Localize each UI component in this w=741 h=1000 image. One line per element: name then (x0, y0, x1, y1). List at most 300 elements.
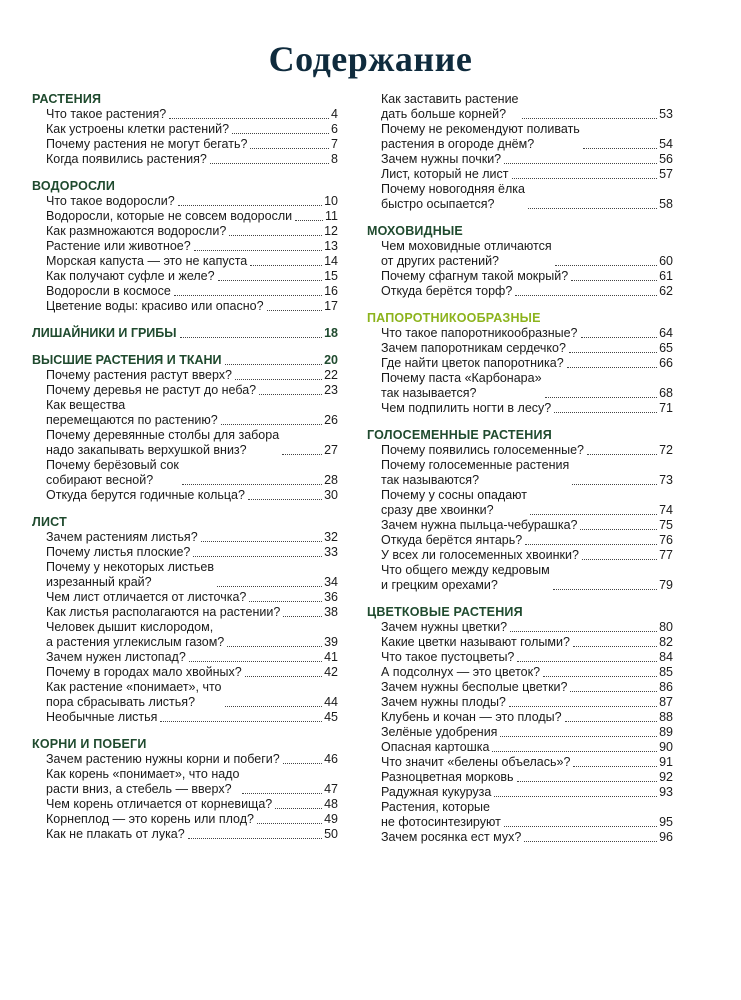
page-number: 77 (659, 548, 673, 562)
dot-leader (178, 205, 322, 206)
entry-title: Растения, которые не фотосинтезируют (381, 800, 501, 829)
dot-leader (189, 661, 322, 662)
toc-entry[interactable] (367, 92, 673, 122)
page-number: 11 (325, 209, 338, 223)
dot-leader (225, 364, 323, 365)
entry-title: Водоросли в космосе (46, 284, 171, 298)
page-number: 27 (324, 443, 338, 457)
dot-leader (232, 133, 329, 134)
page-number: 23 (324, 383, 338, 397)
section-gap (367, 212, 673, 224)
page-number: 66 (659, 356, 673, 370)
entry-title: Почему новогодняя ёлка быстро осыпается? (381, 182, 526, 211)
page-number: 61 (659, 269, 673, 283)
page-number: 34 (324, 575, 338, 589)
dot-leader (229, 235, 322, 236)
entry-title: Почему паста «Карбонара» так называется? (381, 371, 542, 400)
toc-entry[interactable] (32, 428, 338, 458)
toc-entry[interactable] (32, 665, 338, 680)
section-heading-entry[interactable] (32, 326, 338, 341)
toc-entry[interactable] (32, 107, 338, 122)
dot-leader (169, 118, 329, 119)
dot-leader (573, 766, 657, 767)
toc-entry[interactable] (32, 209, 338, 224)
entry-title: Радужная кукуруза (381, 785, 492, 799)
page-number: 84 (659, 650, 673, 664)
page-number: 30 (324, 488, 338, 502)
page-number: 38 (324, 605, 338, 619)
entry-title: Растение или животное? (46, 239, 191, 253)
section-title: ПАПОРОТНИКООБРАЗНЫЕ (367, 311, 541, 325)
toc-entry[interactable] (367, 830, 673, 845)
entry-title: Как листья располагаются на растении? (46, 605, 281, 619)
toc-entry[interactable] (367, 710, 673, 725)
toc-section (32, 737, 338, 842)
entry-title: Клубень и кочан — это плоды? (381, 710, 562, 724)
entry-title: Откуда берётся торф? (381, 284, 513, 298)
entry-title: Почему листья плоские? (46, 545, 191, 559)
entry-title: Как не плакать от лука? (46, 827, 185, 841)
dot-leader (160, 721, 322, 722)
toc-entry[interactable] (32, 284, 338, 299)
dot-leader (504, 826, 657, 827)
dot-leader (250, 265, 322, 266)
section-heading-entry[interactable] (32, 353, 338, 368)
dot-leader (282, 454, 322, 455)
section-gap (32, 167, 338, 179)
toc-section (367, 311, 673, 416)
toc-entry[interactable] (367, 401, 673, 416)
page-number: 50 (324, 827, 338, 841)
dot-leader (543, 676, 657, 677)
entry-title: Как заставить растение дать больше корней? (381, 92, 519, 121)
dot-leader (194, 250, 322, 251)
page-number: 74 (659, 503, 673, 517)
entry-title: Почему сфагнум такой мокрый? (381, 269, 569, 283)
entry-title: Откуда берутся годичные кольца? (46, 488, 245, 502)
page-number: 20 (324, 353, 338, 367)
entry-title: Чем подпилить ногти в лесу? (381, 401, 552, 415)
entry-title: Чем моховидные отличаются от других растений? (381, 239, 552, 268)
toc-entry[interactable] (367, 152, 673, 167)
toc-entry[interactable] (32, 152, 338, 167)
entry-title: Почему деревья не растут до неба? (46, 383, 257, 397)
toc-entry[interactable] (32, 767, 338, 797)
entry-title: Чем лист отличается от листочка? (46, 590, 247, 604)
toc-entry[interactable] (32, 239, 338, 254)
dot-leader (569, 352, 657, 353)
dot-leader (217, 586, 322, 587)
entry-title: Зачем нужны почки? (381, 152, 502, 166)
entry-title: Как устроены клетки растений? (46, 122, 230, 136)
entry-title: Где найти цветок папоротника? (381, 356, 564, 370)
dot-leader (218, 280, 323, 281)
dot-leader (283, 616, 322, 617)
page-number: 64 (659, 326, 673, 340)
toc-entry[interactable] (32, 269, 338, 284)
entry-title: Как растение «понимает», что пора сбрасывать листья? (46, 680, 222, 709)
toc-entry[interactable] (32, 224, 338, 239)
toc-entry[interactable] (32, 368, 338, 383)
section-title: РАСТЕНИЯ (32, 92, 102, 106)
page-number: 44 (324, 695, 338, 709)
entry-title: Почему у сосны опадают сразу две хвоинки? (381, 488, 528, 517)
entry-title: Почему у некоторых листьев изрезанный край? (46, 560, 214, 589)
toc-section (32, 515, 338, 725)
dot-leader (528, 208, 657, 209)
page-number: 16 (324, 284, 338, 298)
dot-leader (553, 589, 657, 590)
dot-leader (517, 661, 657, 662)
dot-leader (174, 295, 322, 296)
page-number: 95 (659, 815, 673, 829)
page-number: 15 (324, 269, 338, 283)
toc-entry[interactable] (367, 182, 673, 212)
toc-entry[interactable] (32, 122, 338, 137)
page-number: 62 (659, 284, 673, 298)
section-gap (32, 503, 338, 515)
dot-leader (275, 808, 322, 809)
page-number: 91 (659, 755, 673, 769)
entry-title: Зачем растению нужны корни и побеги? (46, 752, 280, 766)
dot-leader (259, 394, 322, 395)
page-number: 96 (659, 830, 673, 844)
toc-column-left (32, 92, 338, 842)
page-number: 10 (324, 194, 338, 208)
section-gap (32, 341, 338, 353)
entry-title: Зачем растениям листья? (46, 530, 198, 544)
section-title: ГОЛОСЕМЕННЫЕ РАСТЕНИЯ (367, 428, 552, 442)
page-number: 89 (659, 725, 673, 739)
toc-entry[interactable] (32, 620, 338, 650)
toc-entry[interactable] (367, 755, 673, 770)
page-number: 79 (659, 578, 673, 592)
toc-entry[interactable] (367, 680, 673, 695)
toc-entry[interactable] (32, 560, 338, 590)
entry-title: Почему растения не могут бегать? (46, 137, 248, 151)
section-title: ВОДОРОСЛИ (32, 179, 116, 193)
toc-entry[interactable] (367, 695, 673, 710)
page-number: 49 (324, 812, 338, 826)
entry-title: Разноцветная морковь (381, 770, 514, 784)
dot-leader (515, 295, 657, 296)
page-number: 39 (324, 635, 338, 649)
entry-title: Необычные листья (46, 710, 158, 724)
page-number: 72 (659, 443, 673, 457)
toc-entry[interactable] (32, 194, 338, 209)
page-number: 47 (324, 782, 338, 796)
toc-entry[interactable] (367, 518, 673, 533)
toc-entry[interactable] (367, 341, 673, 356)
entry-title: Что такое водоросли? (46, 194, 175, 208)
entry-title: Что такое пустоцветы? (381, 650, 515, 664)
toc-section (367, 224, 673, 299)
toc-section (367, 605, 673, 845)
entry-title: Зачем нужны плоды? (381, 695, 506, 709)
toc-entry[interactable] (32, 827, 338, 842)
toc-entry[interactable] (32, 545, 338, 560)
page-number: 54 (659, 137, 673, 151)
dot-leader (180, 337, 323, 338)
entry-title: Цветение воды: красиво или опасно? (46, 299, 264, 313)
page-number: 53 (659, 107, 673, 121)
page-number: 22 (324, 368, 338, 382)
toc-entry[interactable] (367, 548, 673, 563)
dot-leader (525, 544, 657, 545)
toc-entry[interactable] (367, 620, 673, 635)
dot-leader (267, 310, 323, 311)
entry-title: Как корень «понимает», что надо расти вниз, а стебель — вверх? (46, 767, 240, 796)
page-number: 28 (324, 473, 338, 487)
page-number: 90 (659, 740, 673, 754)
entry-title: Зачем нужны бесполые цветки? (381, 680, 568, 694)
page-number: 32 (324, 530, 338, 544)
toc-entry[interactable] (367, 785, 673, 800)
page-number: 71 (659, 401, 673, 415)
toc-entry[interactable] (32, 254, 338, 269)
dot-leader (571, 280, 657, 281)
entry-title: Почему в городах мало хвойных? (46, 665, 242, 679)
toc-entry[interactable] (367, 563, 673, 593)
dot-leader (517, 781, 658, 782)
page-number: 48 (324, 797, 338, 811)
dot-leader (581, 337, 658, 338)
entry-title: Корнеплод — это корень или плод? (46, 812, 254, 826)
toc-entry[interactable] (367, 284, 673, 299)
page-number: 65 (659, 341, 673, 355)
toc-entry[interactable] (32, 530, 338, 545)
page-number: 42 (324, 665, 338, 679)
entry-title: Почему берёзовый сок собирают весной? (46, 458, 179, 487)
dot-leader (182, 484, 322, 485)
page-number: 36 (324, 590, 338, 604)
section-gap (32, 725, 338, 737)
toc-entry[interactable] (367, 122, 673, 152)
toc-entry[interactable] (367, 800, 673, 830)
entry-title: Как вещества перемещаются по растению? (46, 398, 218, 427)
section-gap (367, 416, 673, 428)
dot-leader (545, 397, 658, 398)
page-number: 58 (659, 197, 673, 211)
toc-entry[interactable] (367, 269, 673, 284)
toc-section (32, 326, 338, 341)
toc-section (367, 92, 673, 212)
page-number: 73 (659, 473, 673, 487)
toc-entry[interactable] (32, 398, 338, 428)
page-number: 57 (659, 167, 673, 181)
page-number: 12 (324, 224, 338, 238)
toc-entry[interactable] (367, 239, 673, 269)
entry-title: Чем корень отличается от корневища? (46, 797, 273, 811)
dot-leader (193, 556, 322, 557)
entry-title: Почему деревянные столбы для забора надо закапывать верхушкой вниз? (46, 428, 280, 457)
page-number: 86 (659, 680, 673, 694)
entry-title: У всех ли голосеменных хвоинки? (381, 548, 579, 562)
entry-title: Что значит «белены объелась»? (381, 755, 571, 769)
page-number: 13 (324, 239, 338, 253)
toc-entry[interactable] (367, 458, 673, 488)
dot-leader (221, 424, 322, 425)
entry-title: Что такое растения? (46, 107, 167, 121)
page-number: 4 (331, 107, 338, 121)
page-number: 56 (659, 152, 673, 166)
toc-entry[interactable] (367, 725, 673, 740)
section-title: ЛИСТ (32, 515, 67, 529)
dot-leader (565, 721, 657, 722)
dot-leader (225, 706, 323, 707)
dot-leader (295, 220, 323, 221)
section-gap (32, 314, 338, 326)
toc-entry[interactable] (32, 488, 338, 503)
dot-leader (512, 178, 658, 179)
dot-leader (210, 163, 329, 164)
toc-entry[interactable] (367, 665, 673, 680)
section-gap (367, 593, 673, 605)
section-title: ЦВЕТКОВЫЕ РАСТЕНИЯ (367, 605, 523, 619)
dot-leader (235, 379, 322, 380)
dot-leader (573, 646, 657, 647)
entry-title: Зачем нужен листопад? (46, 650, 186, 664)
section-title: ВЫСШИЕ РАСТЕНИЯ И ТКАНИ (32, 353, 222, 367)
toc-entry[interactable] (367, 740, 673, 755)
toc-entry[interactable] (367, 533, 673, 548)
entry-title: Морская капуста — это не капуста (46, 254, 248, 268)
toc-entry[interactable] (32, 650, 338, 665)
page-number: 92 (659, 770, 673, 784)
dot-leader (522, 118, 658, 119)
dot-leader (570, 691, 657, 692)
dot-leader (530, 514, 657, 515)
dot-leader (582, 559, 657, 560)
entry-title: Почему голосеменные растения так называются? (381, 458, 570, 487)
toc-entry[interactable] (32, 812, 338, 827)
page-number: 60 (659, 254, 673, 268)
entry-title: Что общего между кедровым и грецким орехами? (381, 563, 550, 592)
dot-leader (567, 367, 657, 368)
page-number: 93 (659, 785, 673, 799)
toc-entry[interactable] (32, 797, 338, 812)
entry-title: Опасная картошка (381, 740, 490, 754)
page-number: 68 (659, 386, 673, 400)
toc-entry[interactable] (32, 680, 338, 710)
page-number: 88 (659, 710, 673, 724)
dot-leader (242, 793, 322, 794)
entry-title: Когда появились растения? (46, 152, 207, 166)
entry-title: Почему растения растут вверх? (46, 368, 232, 382)
dot-leader (583, 148, 657, 149)
toc-entry[interactable] (32, 137, 338, 152)
entry-title: Лист, который не лист (381, 167, 509, 181)
dot-leader (509, 706, 657, 707)
toc-column-right (367, 92, 673, 845)
page-number: 85 (659, 665, 673, 679)
toc-entry[interactable] (32, 752, 338, 767)
page-number: 76 (659, 533, 673, 547)
section-title: КОРНИ И ПОБЕГИ (32, 737, 147, 751)
page-number: 41 (324, 650, 338, 664)
dot-leader (283, 763, 322, 764)
entry-title: Как получают суфле и желе? (46, 269, 215, 283)
dot-leader (257, 823, 322, 824)
page-number: 45 (324, 710, 338, 724)
page-number: 14 (324, 254, 338, 268)
entry-title: Зачем нужна пыльца-чебурашка? (381, 518, 578, 532)
section-title: МОХОВИДНЫЕ (367, 224, 463, 238)
toc-entry[interactable] (367, 770, 673, 785)
entry-title: Почему появились голосеменные? (381, 443, 584, 457)
dot-leader (524, 841, 657, 842)
dot-leader (580, 529, 657, 530)
page-number: 80 (659, 620, 673, 634)
toc-entry[interactable] (367, 443, 673, 458)
dot-leader (494, 796, 657, 797)
dot-leader (500, 736, 657, 737)
dot-leader (248, 499, 322, 500)
page-number: 7 (331, 137, 338, 151)
page-number: 18 (324, 326, 338, 340)
toc-entry[interactable] (32, 383, 338, 398)
entry-title: Водоросли, которые не совсем водоросли (46, 209, 293, 223)
page-number: 33 (324, 545, 338, 559)
dot-leader (201, 541, 322, 542)
section-title: ЛИШАЙНИКИ И ГРИБЫ (32, 326, 177, 340)
toc-entry[interactable] (367, 650, 673, 665)
dot-leader (188, 838, 322, 839)
toc-entry[interactable] (367, 326, 673, 341)
page-number: 75 (659, 518, 673, 532)
page-number: 6 (331, 122, 338, 136)
toc-entry[interactable] (367, 167, 673, 182)
toc-entry[interactable] (32, 299, 338, 314)
dot-leader (555, 265, 657, 266)
entry-title: Зачем папоротникам сердечко? (381, 341, 566, 355)
dot-leader (492, 751, 657, 752)
toc-section (32, 92, 338, 167)
entry-title: Как размножаются водоросли? (46, 224, 227, 238)
toc-entry[interactable] (32, 710, 338, 725)
dot-leader (510, 631, 657, 632)
entry-title: Зелёные удобрения (381, 725, 498, 739)
entry-title: Что такое папоротникообразные? (381, 326, 578, 340)
toc-entry[interactable] (367, 488, 673, 518)
toc-entry[interactable] (32, 590, 338, 605)
page-number: 87 (659, 695, 673, 709)
entry-title: А подсолнух — это цветок? (381, 665, 541, 679)
toc-entry[interactable] (32, 605, 338, 620)
entry-title: Почему не рекомендуют поливать растения в огороде днём? (381, 122, 580, 151)
toc-section (367, 428, 673, 593)
dot-leader (245, 676, 322, 677)
page-number: 46 (324, 752, 338, 766)
toc-entry[interactable] (32, 458, 338, 488)
entry-title: Человек дышит кислородом, а растения углекислым газом? (46, 620, 225, 649)
entry-title: Откуда берётся янтарь? (381, 533, 523, 547)
toc-entry[interactable] (367, 371, 673, 401)
page-number: 17 (324, 299, 338, 313)
dot-leader (572, 484, 657, 485)
page-number: 82 (659, 635, 673, 649)
dot-leader (249, 601, 322, 602)
entry-title: Какие цветки называют голыми? (381, 635, 570, 649)
dot-leader (227, 646, 322, 647)
toc-section (32, 353, 338, 503)
toc-entry[interactable] (367, 356, 673, 371)
entry-title: Зачем нужны цветки? (381, 620, 508, 634)
toc-section (32, 179, 338, 314)
toc-entry[interactable] (367, 635, 673, 650)
page-number: 8 (331, 152, 338, 166)
dot-leader (554, 412, 657, 413)
